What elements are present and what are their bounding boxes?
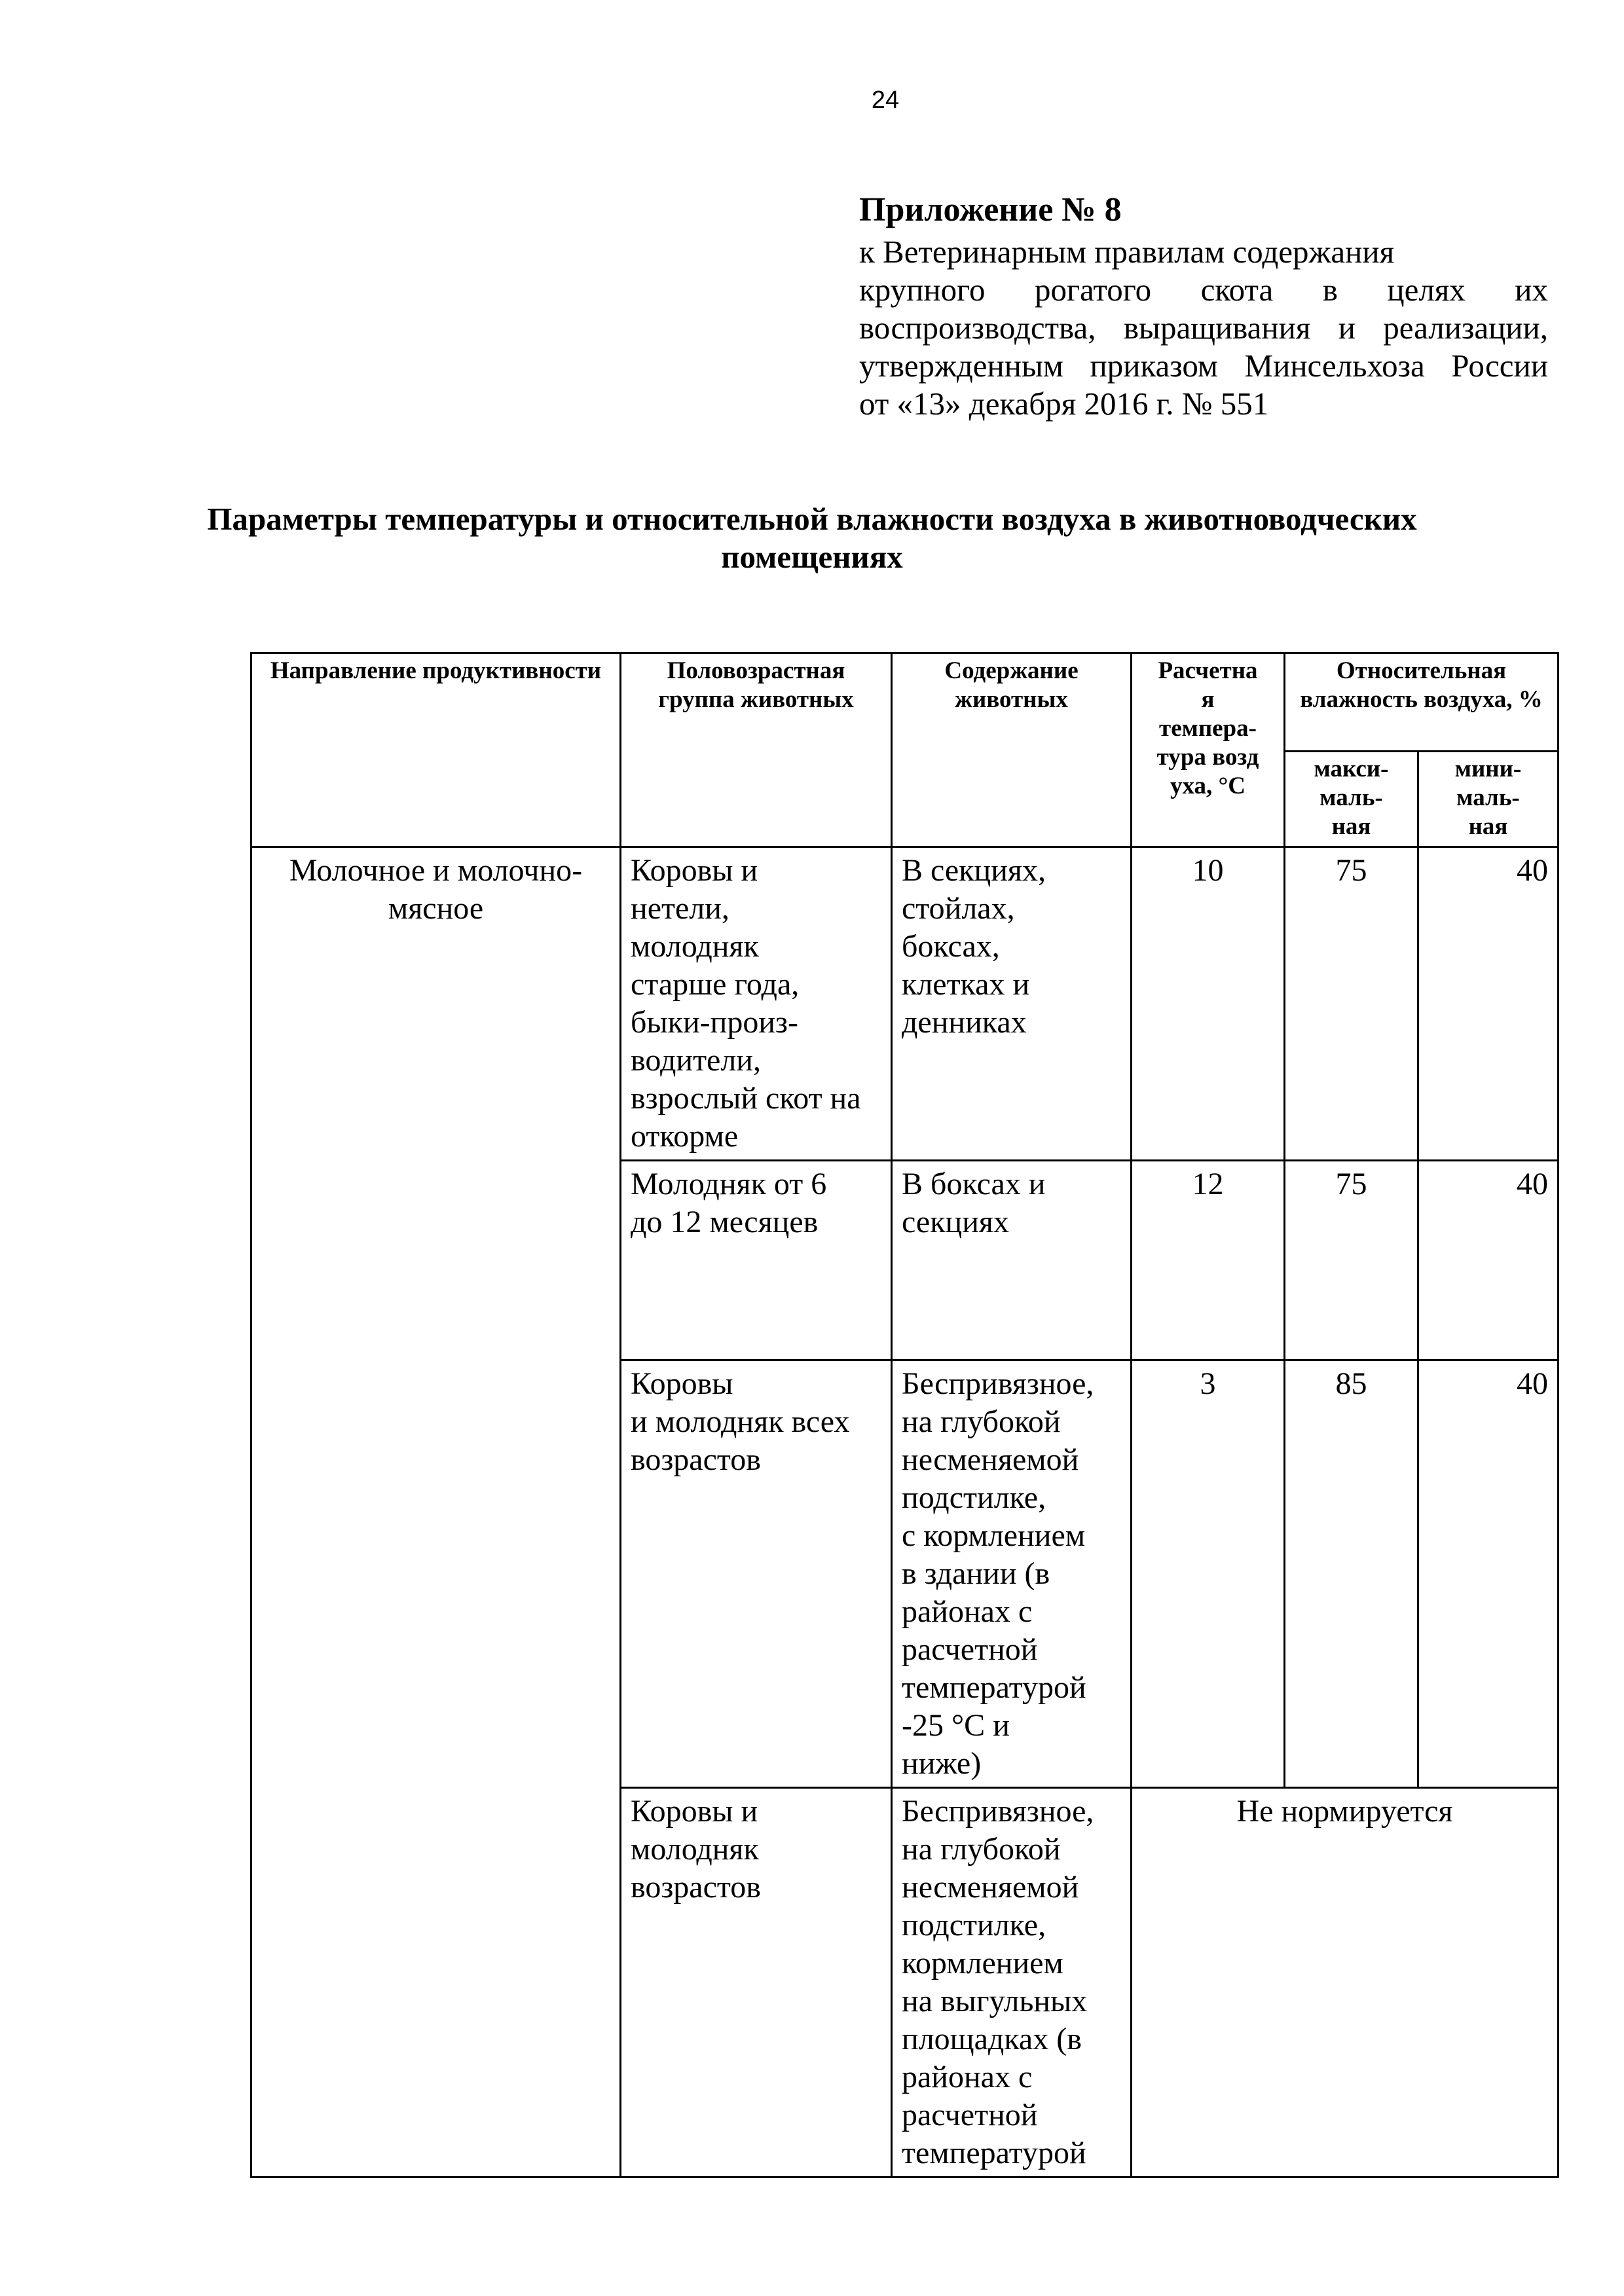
appendix-line-3: воспроизводства, выращивания и реализации, [859,310,1548,346]
group-cell: Коровы и нетели, молодняк старше года, быки-произ- водители, взрослый скот на откорме [621,847,892,1161]
temperature-cell: 10 [1132,847,1285,1161]
header-temperature: Расчетна я темпера- тура возд уха, °С [1132,653,1285,847]
header-direction: Направление продуктивности [251,653,621,847]
group-cell: Коровы и молодняк всех возрастов [621,1360,892,1788]
humidity-max-cell: 75 [1285,1161,1418,1360]
appendix-line-5: от «13» декабря 2016 г. № 551 [859,386,1269,422]
humidity-max-cell: 75 [1285,847,1418,1161]
humidity-min-cell: 40 [1418,1161,1559,1360]
humidity-min-cell: 40 [1418,847,1559,1161]
direction-cell: Молочное и молочно-мясное [251,847,621,2178]
humidity-min-cell: 40 [1418,1360,1559,1788]
humidity-max-cell: 85 [1285,1360,1418,1788]
appendix-line-4: утвержденным приказом Минсельхоза России [859,348,1548,384]
not-normalized-cell: Не нормируется [1132,1788,1559,2178]
document-title-line-1: Параметры температуры и относительной влажности воздуха в животноводческих [207,501,1417,537]
keeping-cell: В секциях, стойлах, боксах, клетках и денниках [892,847,1132,1161]
header-humidity-max: макси- маль- ная [1285,752,1418,847]
document-title [196,500,1428,576]
appendix-line-2: крупного рогатого скота в целях их [859,272,1548,308]
keeping-cell: Беспривязное, на глубокой несменяемой подстилке, с кормлением в здании (в районах с расчетной температурой -25 °С и ниже) [892,1360,1132,1788]
header-group: Половозрастная группа животных [621,653,892,847]
header-humidity: Относительная влажность воздуха, % [1285,653,1559,752]
document-title-line-2: помещениях [721,539,903,575]
header-humidity-min: мини- маль- ная [1418,752,1559,847]
keeping-cell: В боксах и секциях [892,1161,1132,1360]
page-number: 24 [871,86,900,114]
group-cell: Коровы и молодняк возрастов [621,1788,892,2178]
appendix-line-1: к Ветеринарным правилам содержания [859,234,1395,270]
header-keeping: Содержание животных [892,653,1132,847]
table-header-row [251,653,1559,752]
group-cell: Молодняк от 6 до 12 месяцев [621,1161,892,1360]
temperature-cell: 12 [1132,1161,1285,1360]
appendix-title: Приложение № 8 [859,191,1122,228]
keeping-cell: Беспривязное, на глубокой несменяемой подстилке, кормлением на выгульных площадках (в районах с расчетной температурой [892,1788,1132,2178]
appendix-header [859,191,1548,423]
parameters-table [250,652,1559,2178]
temperature-cell: 3 [1132,1360,1285,1788]
table-row [251,847,1559,1161]
